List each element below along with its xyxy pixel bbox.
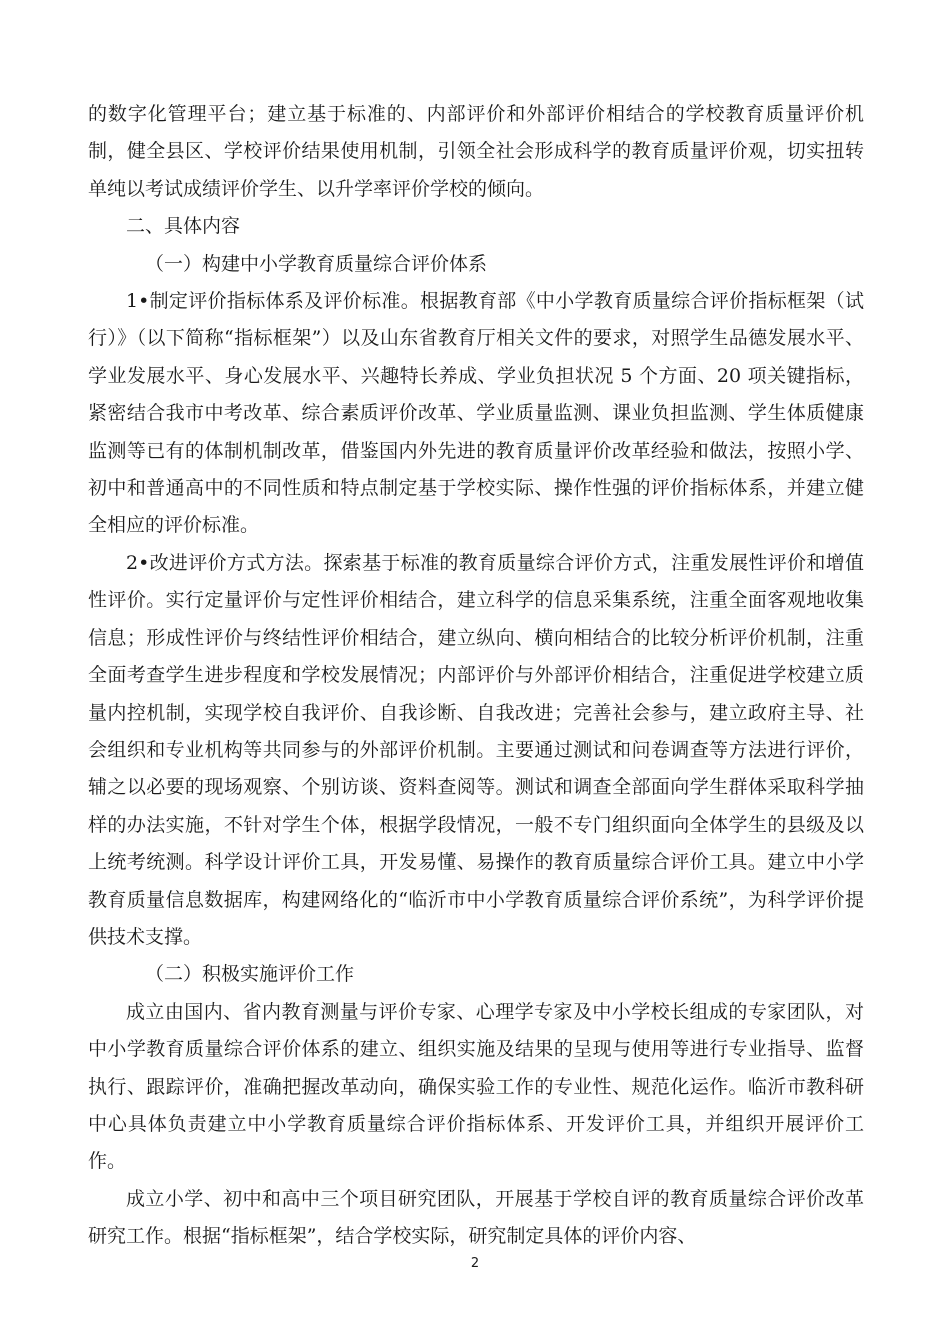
page-number: 2 (470, 1256, 480, 1271)
section-heading: 二、具体内容 (126, 215, 241, 238)
subsection-heading: （二）积极实施评价工作 (145, 963, 355, 986)
paragraph: 成立小学、初中和高中三个项目研究团队，开展基于学校自评的教育质量综合评价改革研究工作。根据“指标框架”，结合学校实际，研究制定具体的评价内容、 (88, 1187, 864, 1248)
paragraph: 2•改进评价方式方法。探索基于标准的教育质量综合评价方式，注重发展性评价和增值性评价。实行定量评价与定性评价相结合，建立科学的信息采集系统，注重全面客观地收集信息；形成性评价与终结性评价相结合，建立纵向、横向相结合的比较分析评价机制，注重全面考查学生进步程度和学校发展情况；内部评价与外部评价相结合，注重促进学校建立质量内控机制，实现学校自我评价、自我诊断、自我改进；完善社会参与，建立政府主导、社会组织和专业机构等共同参与的外部评价机制。主要通过测试和问卷调查等方法进行评价，辅之以必要的现场观察、个别访谈、资料查阅等。测试和调查全部面向学生群体采取科学抽样的办法实施，不针对学生个体，根据学段情况，一般不专门组织面向全体学生的县级及以上统考统测。科学设计评价工具，开发易懂、易操作的教育质量综合评价工具。建立中小学教育质量信息数据库，构建网络化的“临沂市中小学教育质量综合评价系统”，为科学评价提供技术支撑。 (88, 551, 864, 948)
paragraph: 成立由国内、省内教育测量与评价专家、心理学专家及中小学校长组成的专家团队，对中小学教育质量综合评价体系的建立、组织实施及结果的呈现与使用等进行专业指导、监督执行、跟踪评价，准确把握改革动向，确保实验工作的专业性、规范化运作。临沂市教科研中心具体负责建立中小学教育质量综合评价指标体系、开发评价工具，并组织开展评价工作。 (88, 1000, 864, 1173)
subsection-heading: （一）构建中小学教育质量综合评价体系 (145, 252, 488, 275)
paragraph-continued: 的数字化管理平台；建立基于标准的、内部评价和外部评价相结合的学校教育质量评价机制，健全县区、学校评价结果使用机制，引领全社会形成科学的教育质量评价观，切实扭转单纯以考试成绩评价学生、以升学率评价学校的倾向。 (88, 103, 864, 200)
document-body (88, 96, 864, 1256)
paragraph: 1•制定评价指标体系及评价标准。根据教育部《中小学教育质量综合评价指标框架（试行）》（以下简称“指标框架”）以及山东省教育厅相关文件的要求，对照学生品德发展水平、学业发展水平、身心发展水平、兴趣特长养成、学业负担状况 5 个方面、20 项关键指标，紧密结合我市中考改革、综合素质评价改革、学业质量监测、课业负担监测、学生体质健康监测等已有的体制机制改革，借鉴国内外先进的教育质量评价改革经验和做法，按照小学、初中和普通高中的不同性质和特点制定基于学校实际、操作性强的评价指标体系，并建立健全相应的评价标准。 (88, 290, 864, 537)
